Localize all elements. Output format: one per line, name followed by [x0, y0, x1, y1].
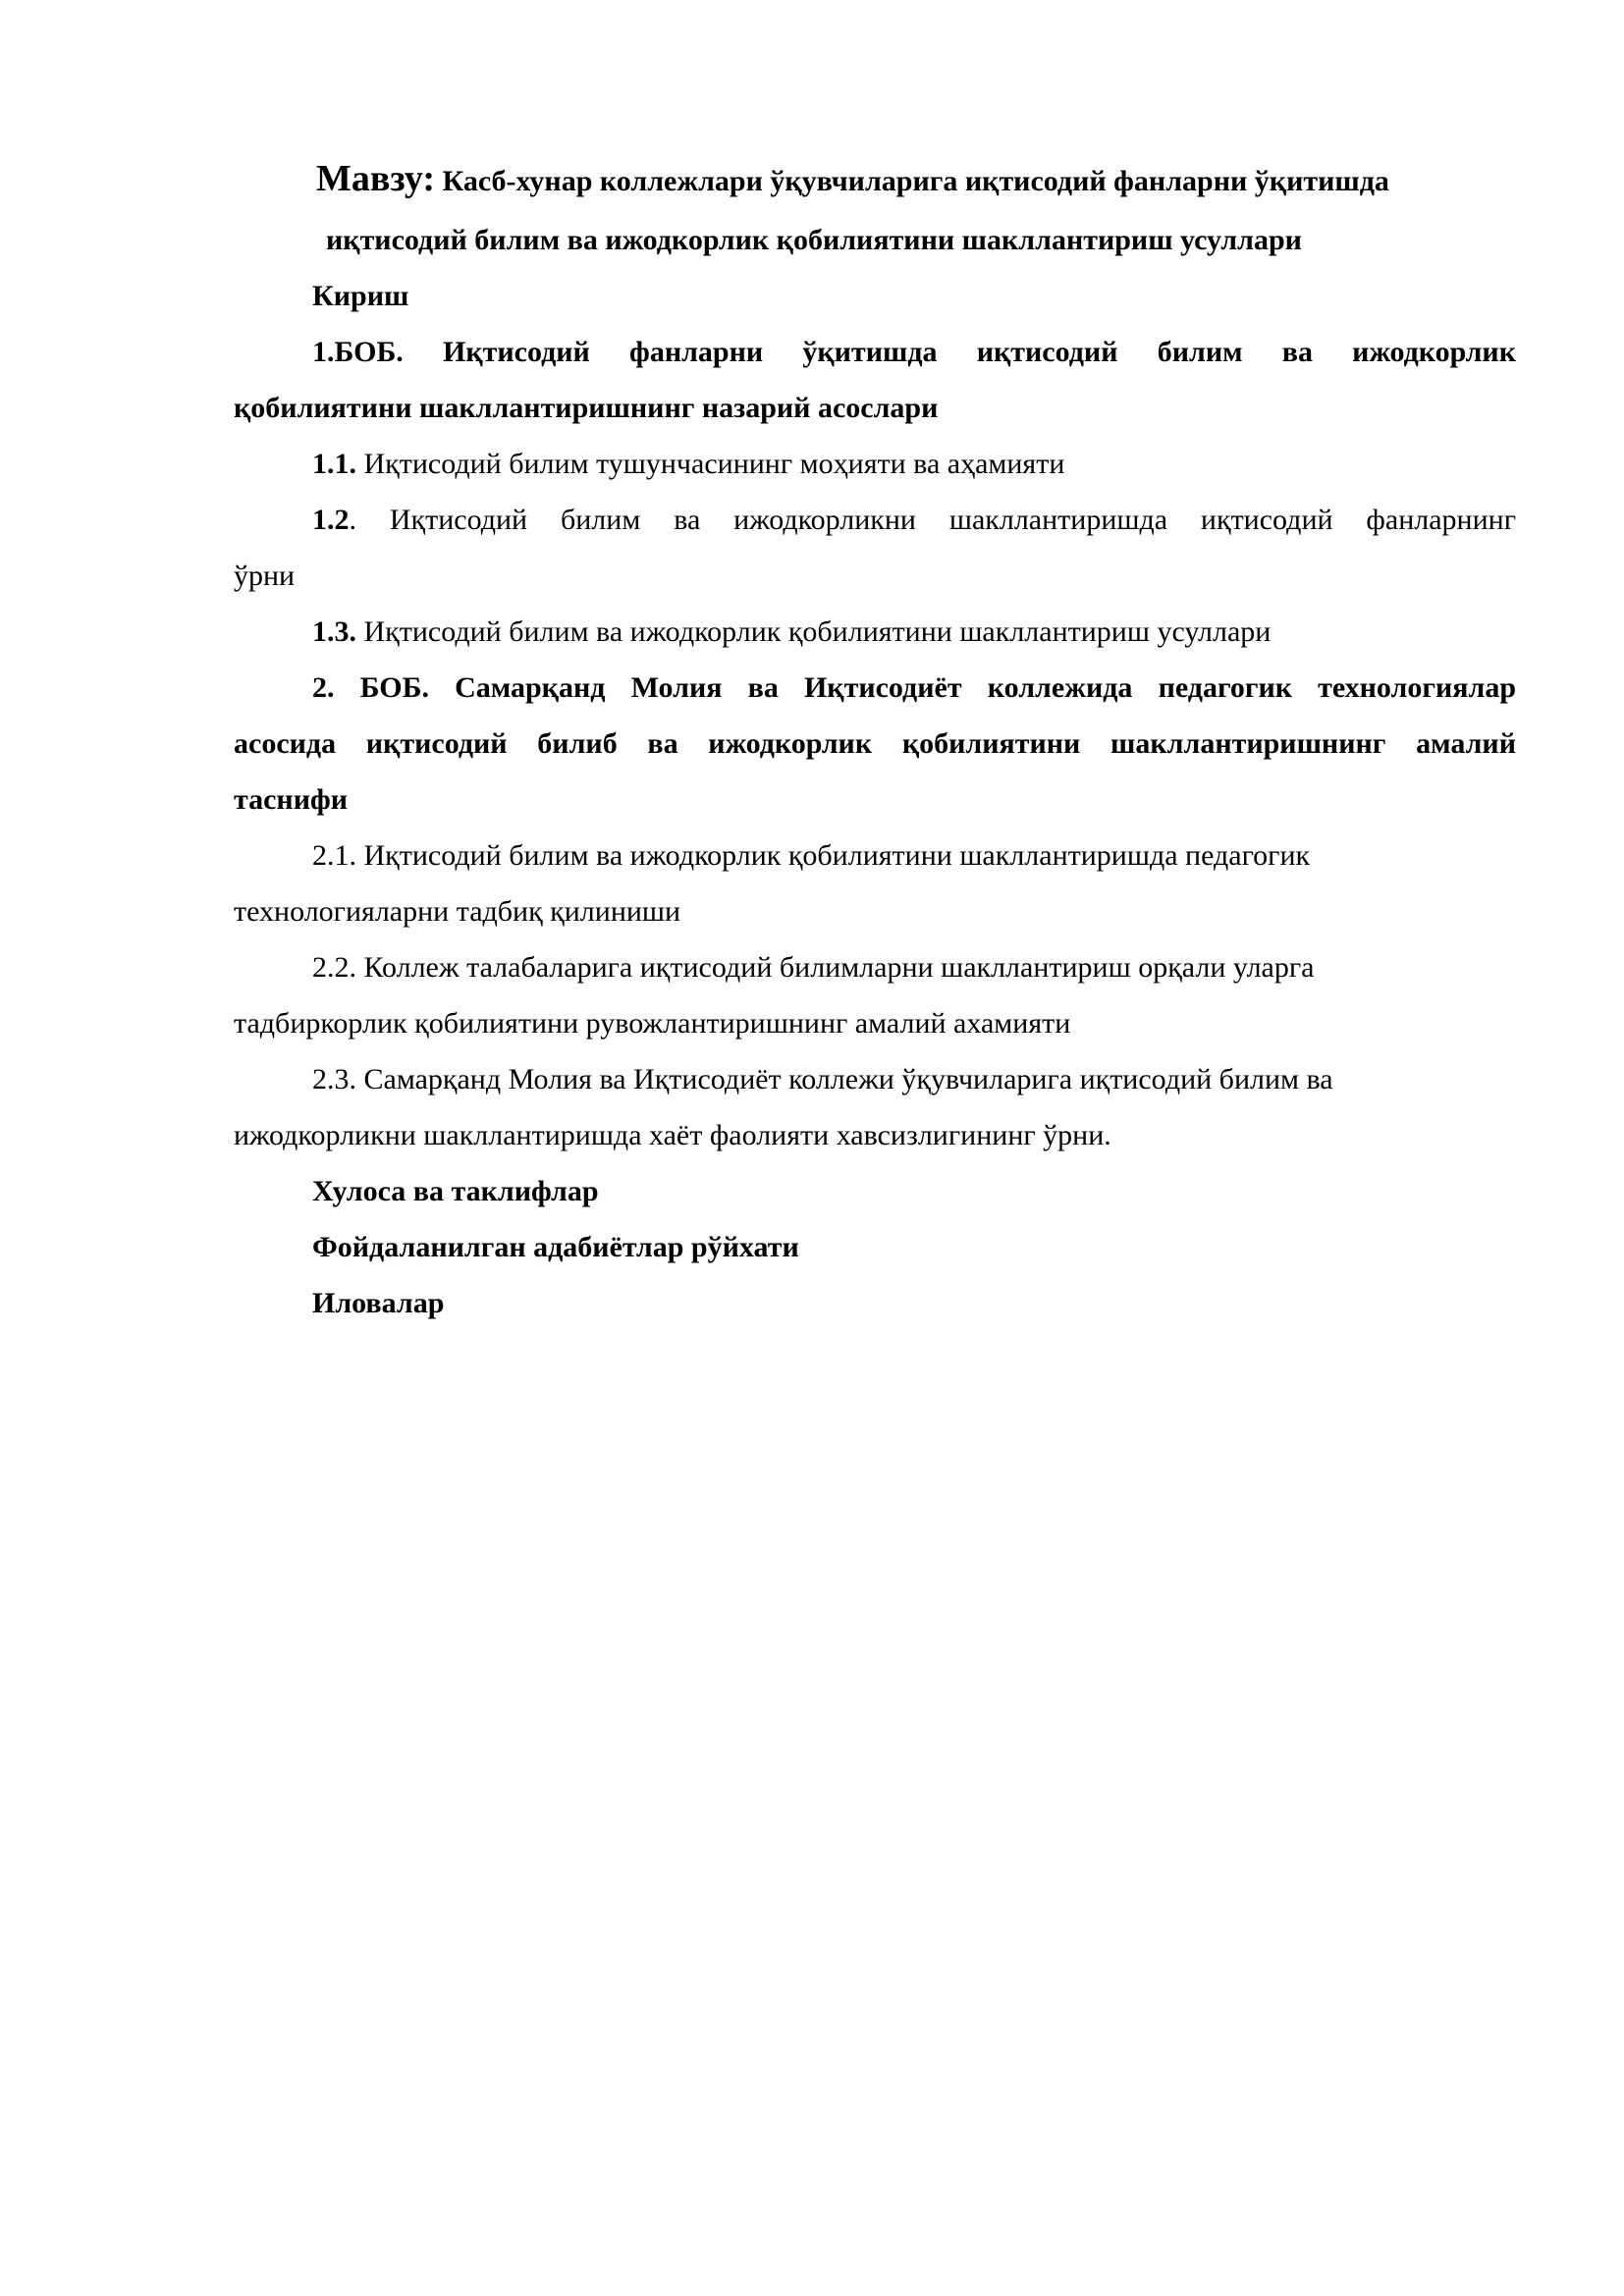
toc-intro: Кириш	[312, 280, 409, 312]
toc-chapter-2-line1: 2. БОБ. Самарқанд Молия ва Иқтисодиёт коллежида педагогик технологиялар	[312, 671, 1516, 704]
topic-title-line1: Касб-хунар коллежлари ўқувчиларига иқтисодий фанларни ўқитишда	[442, 165, 1389, 197]
toc-chapter-2-line3: таснифи	[234, 783, 349, 816]
toc-section-2-1-line1: 2.1. Иқтисодий билим ва ижодкорлик қобилиятини шакллантиришда педагогик	[312, 839, 1311, 872]
topic-title-line2: иқтисодий билим ва ижодкорлик қобилиятини шакллантириш усуллари	[326, 224, 1302, 256]
toc-section-1-2-line2: ўрни	[234, 560, 296, 592]
toc-chapter-2-line2: асосида иқтисодий билиб ва ижодкорлик қобилиятини шакллантиришнинг амалий	[234, 727, 1516, 760]
toc-chapter-1	[234, 324, 1516, 436]
toc-section-1-1	[234, 436, 1516, 492]
topic-title	[234, 147, 1516, 213]
toc-section-1-1-number: 1.1.	[312, 448, 356, 480]
document-page	[234, 147, 1516, 1331]
toc-section-2-1-line2: технологияларни тадбиқ қилиниши	[234, 895, 681, 928]
toc-section-1-3-number: 1.3.	[312, 615, 356, 648]
toc-section-1-1-text: Иқтисодий билим тушунчасининг моҳияти ва аҳамияти	[356, 448, 1065, 480]
toc-section-2-1	[234, 828, 1516, 939]
topic-label: Мавзу:	[316, 158, 436, 199]
toc-chapter-1-line2: қобилиятини шакллантиришнинг назарий асослари	[234, 392, 939, 424]
toc-section-2-2-line1: 2.2. Коллеж талабаларига иқтисодий билимларни шакллантириш орқали уларга	[312, 951, 1315, 984]
toc-references: Фойдаланилган адабиётлар рўйхати	[312, 1231, 799, 1263]
toc-section-2-2-line2: тадбиркорлик қобилиятини рувожлантиришнинг амалий ахамияти	[234, 1007, 1071, 1040]
toc-section-1-3	[234, 604, 1516, 660]
toc-section-1-2-number: 1.2	[312, 504, 350, 536]
toc-section-1-2-line1	[234, 492, 1516, 548]
toc-section-2-3-line1: 2.3. Самарқанд Молия ва Иқтисодиёт коллежи ўқувчиларига иқтисодий билим ва	[312, 1063, 1333, 1095]
toc-section-1-2	[234, 492, 1516, 604]
toc-section-2-2	[234, 939, 1516, 1051]
toc-conclusion: Хулоса ва таклифлар	[312, 1175, 599, 1207]
toc-chapter-2	[234, 660, 1516, 828]
toc-section-2-3-line2: ижодкорликни шакллантиришда хаёт фаолияти хавсизлигининг ўрни.	[234, 1119, 1111, 1151]
toc-section-2-3	[234, 1051, 1516, 1163]
toc-section-1-2-text: . Иқтисодий билим ва ижодкорликни шакллантиришда иқтисодий фанларнинг	[349, 504, 1516, 536]
toc-section-1-3-text: Иқтисодий билим ва ижодкорлик қобилиятини шакллантириш усуллари	[356, 615, 1272, 648]
toc-chapter-1-line1: 1.БОБ. Иқтисодий фанларни ўқитишда иқтисодий билим ва ижодкорлик	[312, 336, 1516, 368]
toc-appendix: Иловалар	[312, 1287, 445, 1319]
